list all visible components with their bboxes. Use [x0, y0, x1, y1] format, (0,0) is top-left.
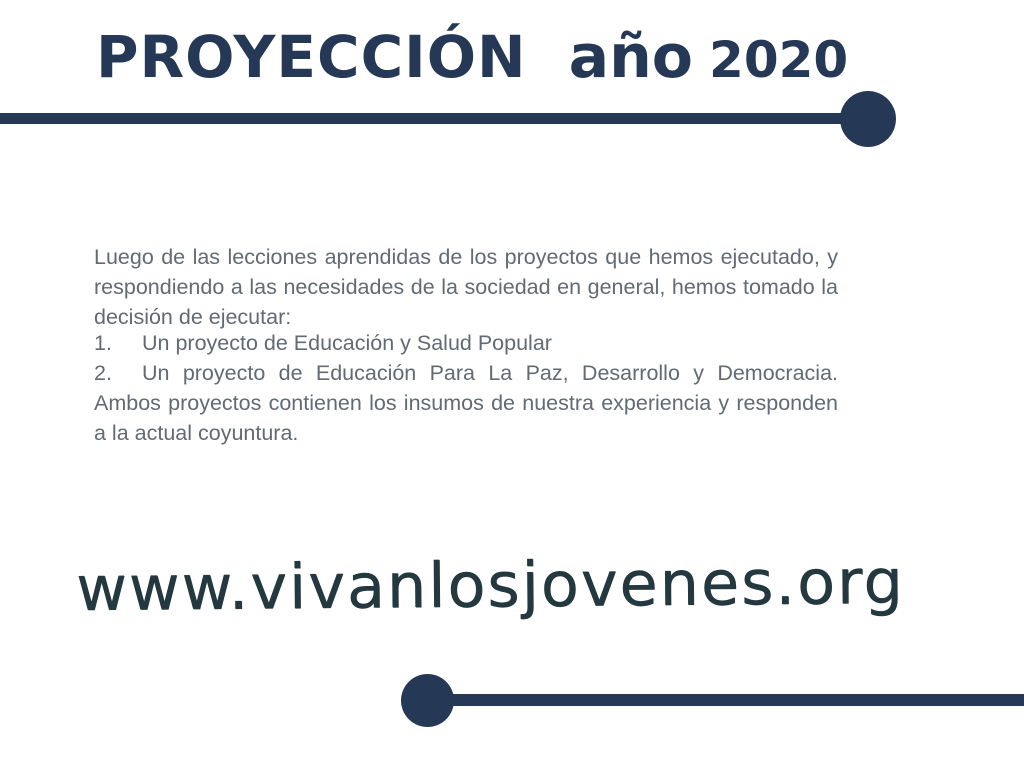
title-word-ano: año	[568, 22, 694, 92]
title-main: PROYECCIÓN	[96, 23, 527, 91]
website-url: www.vivanlosjovenes.org	[75, 544, 905, 625]
top-divider-rule	[0, 113, 852, 124]
bottom-divider-rule	[427, 694, 1024, 706]
list-item	[94, 358, 838, 448]
list-item-text: Un proyecto de Educación y Salud Popular	[142, 331, 552, 355]
top-divider-dot-icon	[840, 91, 896, 147]
list-item-text: Un proyecto de Educación Para La Paz, Desarrollo y Democracia. Ambos proyectos contienen los insumos de nuestra experiencia y responden a la actual coyuntura.	[94, 361, 838, 445]
intro-paragraph: Luego de las lecciones aprendidas de los proyectos que hemos ejecutado, y respondiendo a las necesidades de la sociedad en general, hemos tomado la decisión de ejecutar:	[94, 244, 838, 329]
list-item-number: 2.	[94, 361, 112, 385]
project-list	[94, 328, 838, 448]
title-year: 2020	[709, 31, 849, 89]
list-item-number: 1.	[94, 331, 112, 355]
list-item	[94, 328, 838, 358]
page-title	[96, 22, 848, 92]
